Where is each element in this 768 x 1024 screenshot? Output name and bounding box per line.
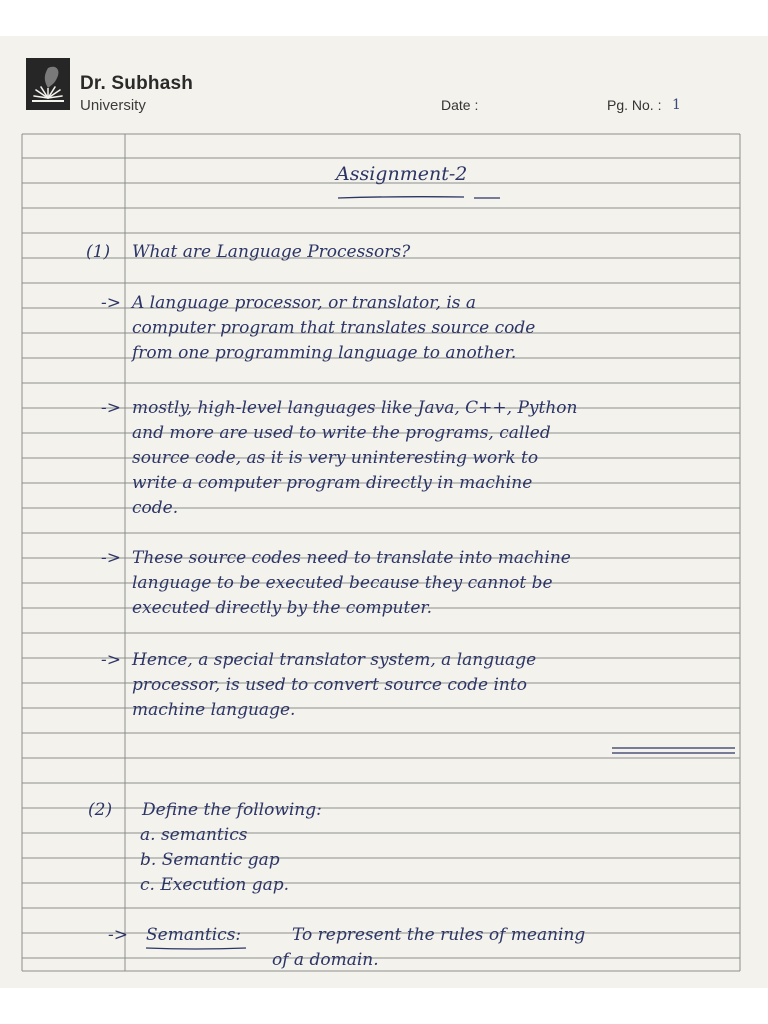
- answer-line: computer program that translates source code: [132, 318, 536, 338]
- question-2-text: Define the following:: [142, 800, 322, 820]
- point-arrow: ->: [101, 293, 121, 313]
- question-1-text: What are Language Processors?: [132, 242, 411, 262]
- semantics-term: Semantics:: [146, 925, 242, 945]
- question-1-number: (1): [86, 242, 111, 262]
- assignment-title: Assignment-2: [336, 163, 468, 185]
- answer-line: mostly, high-level languages like Java, C++, Python: [132, 398, 578, 418]
- university-logo-icon: [26, 58, 70, 110]
- answer-line: code.: [132, 498, 179, 518]
- semantics-definition-line-2: of a domain.: [272, 950, 379, 970]
- page-header: [0, 36, 768, 132]
- answer-line: These source codes need to translate into machine: [132, 548, 571, 568]
- semantics-definition-line-1: To represent the rules of meaning: [292, 925, 586, 945]
- answer-line: write a computer program directly in machine: [132, 473, 533, 493]
- answer-line: Hence, a special translator system, a language: [132, 650, 537, 670]
- point-arrow: ->: [101, 398, 121, 418]
- page-number-value: 1: [672, 97, 681, 113]
- answer-line: A language processor, or translator, is a: [132, 293, 477, 313]
- answer-line: and more are used to write the programs, called: [132, 423, 551, 443]
- question-2-item-a: a. semantics: [140, 825, 248, 845]
- point-arrow: ->: [101, 548, 121, 568]
- question-2-item-c: c. Execution gap.: [140, 875, 290, 895]
- question-2-number: (2): [88, 800, 113, 820]
- point-arrow: ->: [108, 925, 128, 945]
- university-subtitle: University: [80, 97, 146, 114]
- answer-line: from one programming language to another.: [132, 343, 517, 363]
- notebook-page: [0, 36, 768, 988]
- answer-line: processor, is used to convert source code into: [132, 675, 527, 695]
- answer-line: executed directly by the computer.: [132, 598, 433, 618]
- question-2-item-b: b. Semantic gap: [140, 850, 280, 870]
- university-name: Dr. Subhash: [80, 73, 194, 94]
- page-number-label: Pg. No. :: [607, 97, 662, 113]
- date-label: Date :: [441, 97, 479, 113]
- answer-line: language to be executed because they cannot be: [132, 573, 553, 593]
- point-arrow: ->: [101, 650, 121, 670]
- answer-line: machine language.: [132, 700, 296, 720]
- answer-line: source code, as it is very uninteresting work to: [132, 448, 539, 468]
